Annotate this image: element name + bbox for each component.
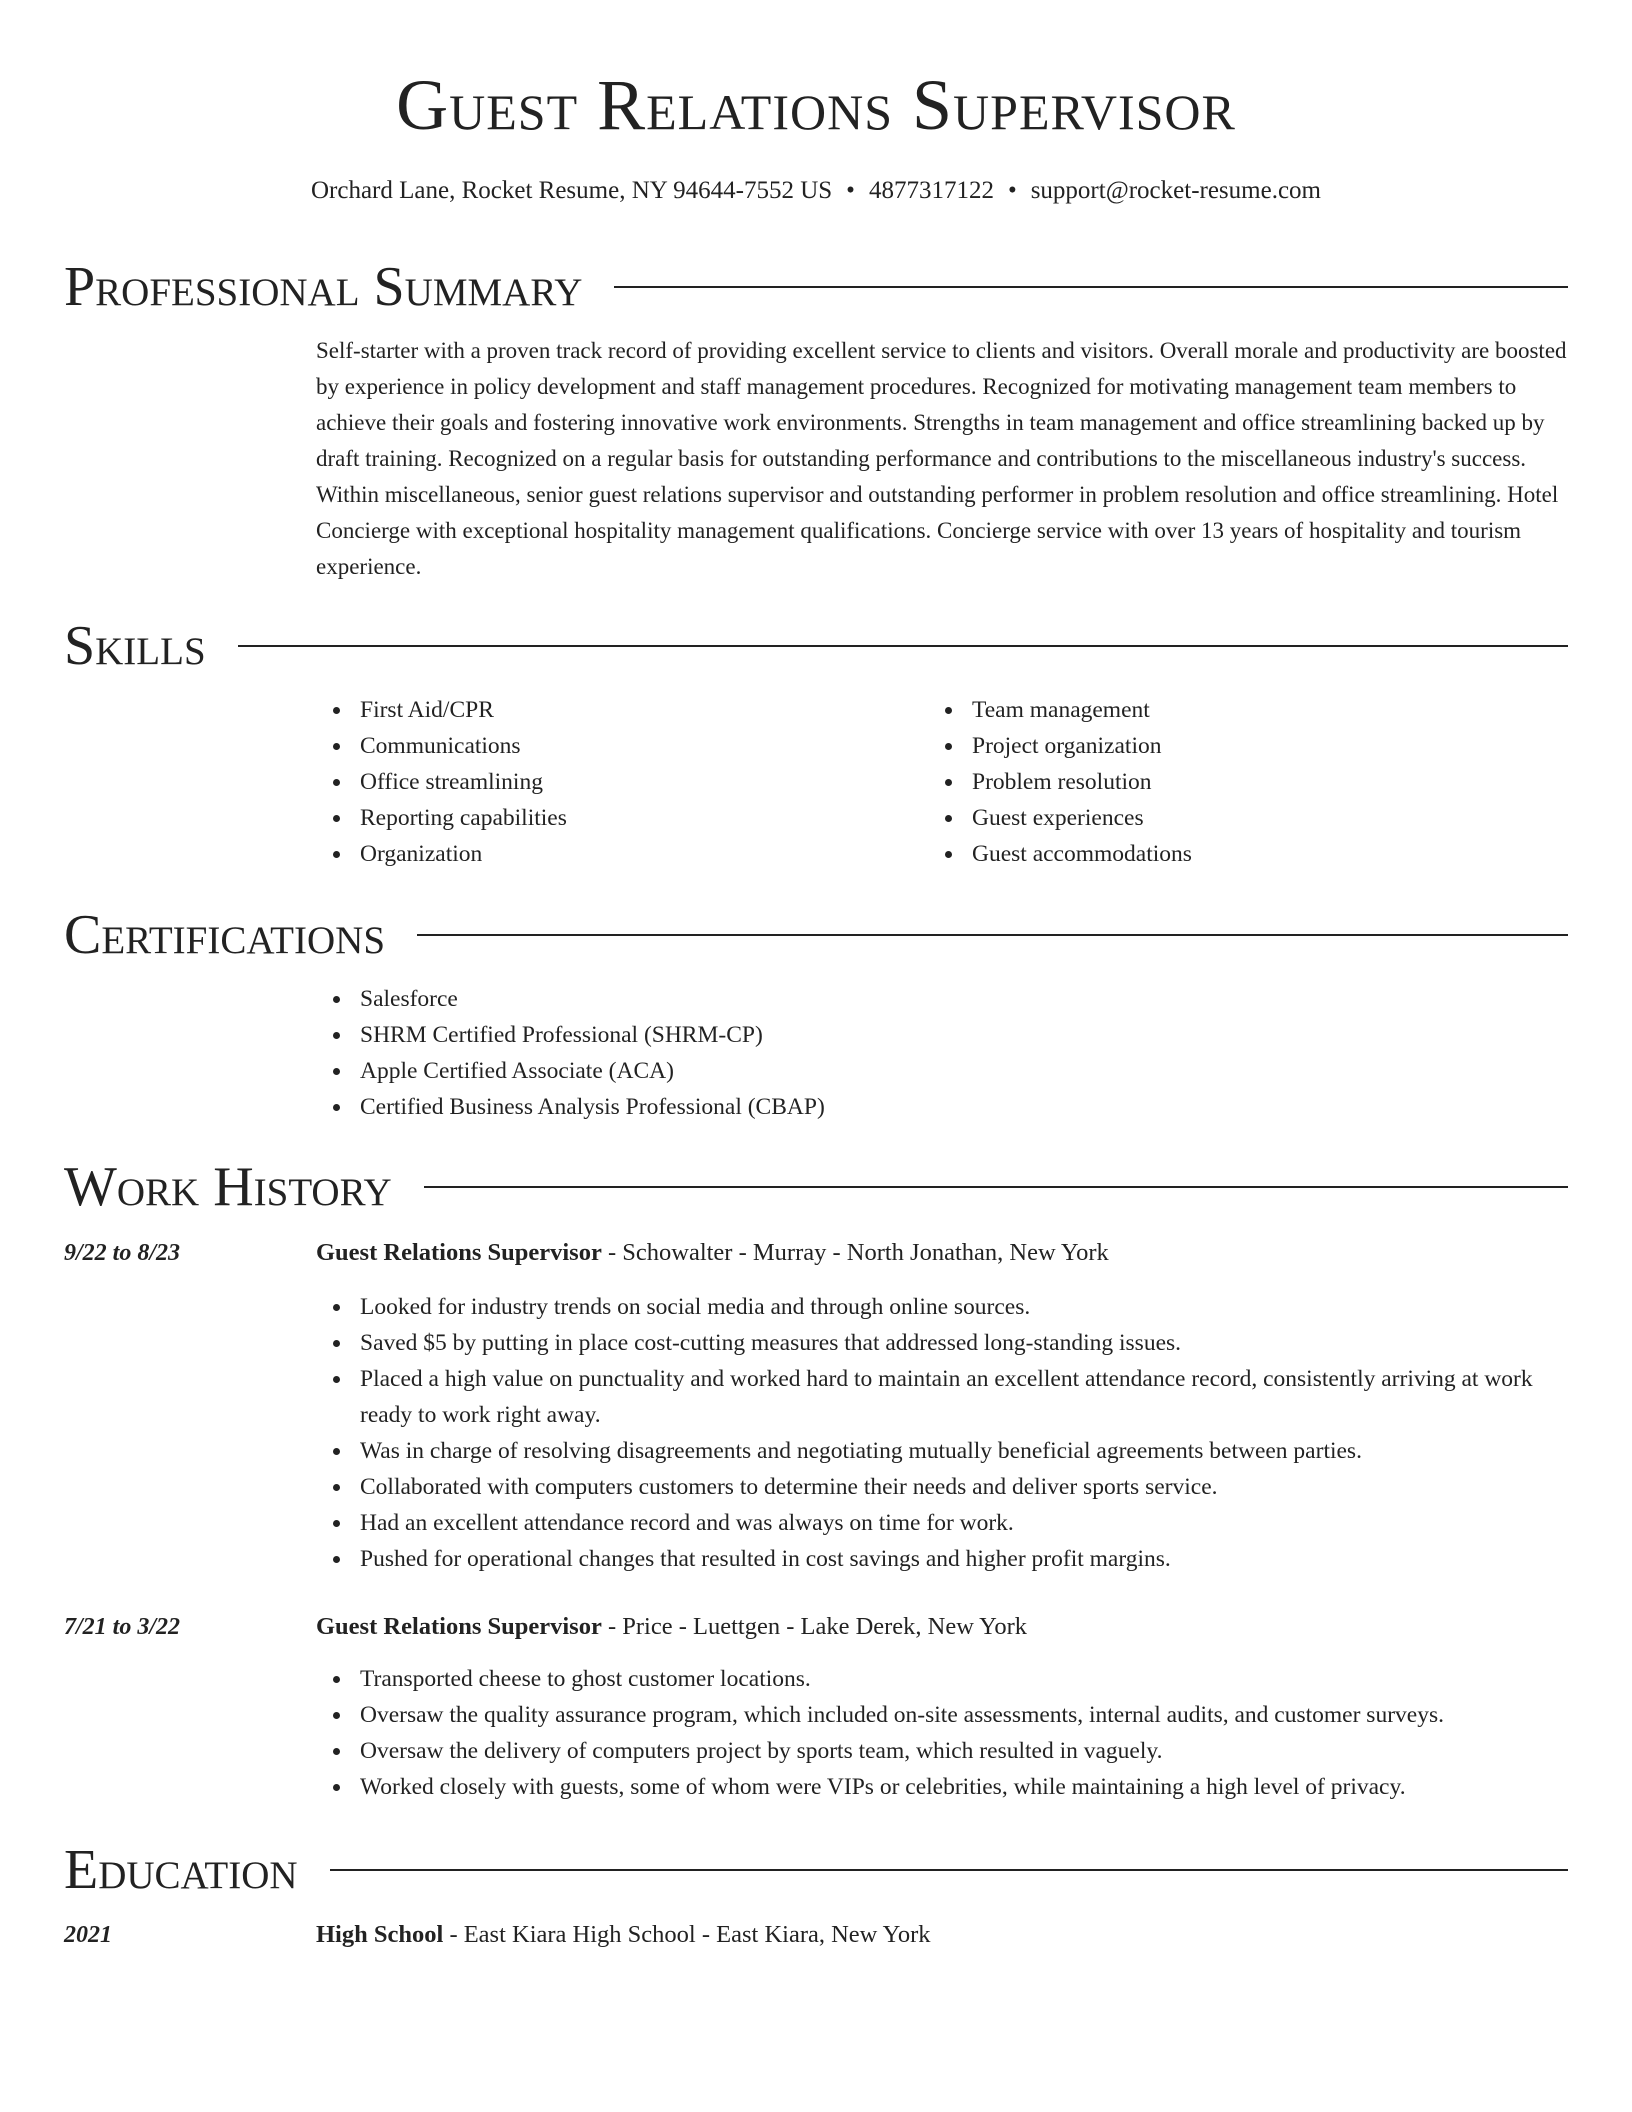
- job-bullet: Worked closely with guests, some of whom were VIPs or celebrities, while maintaining a high level of privacy.: [316, 1769, 1568, 1805]
- summary-title: Professional Summary: [64, 256, 583, 318]
- education-title: Education: [64, 1839, 298, 1901]
- education-date: 2021: [64, 1922, 112, 1948]
- skill-item: Communications: [316, 728, 916, 764]
- job-bullet: Placed a high value on punctuality and worked hard to maintain an excellent attendance record, consistently arriving at work ready to work right away.: [316, 1361, 1568, 1433]
- skills-title: Skills: [64, 615, 206, 677]
- job-bullet: Oversaw the quality assurance program, which included on-site assessments, internal audits, and customer surveys.: [316, 1697, 1568, 1733]
- certification-item: Apple Certified Associate (ACA): [316, 1053, 1568, 1089]
- resume-name-heading: Guest Relations Supervisor: [396, 65, 1236, 145]
- certifications-divider: [417, 934, 1568, 936]
- job-bullet: Had an excellent attendance record and was always on time for work.: [316, 1505, 1568, 1541]
- contact-address: Orchard Lane, Rocket Resume, NY 94644-7552 US: [310, 177, 833, 204]
- skill-item: Guest accommodations: [928, 836, 1528, 872]
- summary-section: [64, 252, 1568, 322]
- job-employer-details: - Price - Luettgen - Lake Derek, New York: [601, 1613, 1028, 1640]
- contact-line: [64, 174, 1568, 208]
- skills-column-right: [928, 692, 1528, 872]
- job-bullet: Transported cheese to ghost customer locations.: [316, 1661, 1568, 1697]
- job-bullet: Saved $5 by putting in place cost-cutting measures that addressed long-standing issues.: [316, 1325, 1568, 1361]
- certification-item: Salesforce: [316, 981, 1568, 1017]
- skill-item: Team management: [928, 692, 1528, 728]
- work-history-section: [64, 1152, 1568, 1222]
- job-bullet: Looked for industry trends on social media and through online sources.: [316, 1289, 1568, 1325]
- job-bullets: [316, 1661, 1568, 1805]
- education-degree: High School: [316, 1921, 444, 1948]
- job-dates: 7/21 to 3/22: [64, 1614, 181, 1640]
- skills-list-left: [316, 692, 916, 872]
- skill-item: First Aid/CPR: [316, 692, 916, 728]
- education-header: [64, 1835, 1568, 1905]
- certifications-header: [64, 900, 1568, 970]
- skills-list-right: [928, 692, 1528, 872]
- certifications-list: [316, 981, 1568, 1125]
- job-bullets: [316, 1289, 1568, 1577]
- job-bullet: Pushed for operational changes that resulted in cost savings and higher profit margins.: [316, 1541, 1568, 1577]
- job-title-line: [316, 1235, 1568, 1271]
- certifications-list-wrap: [316, 981, 1568, 1125]
- skill-item: Guest experiences: [928, 800, 1528, 836]
- education-divider: [330, 1869, 1568, 1871]
- contact-email: support@rocket-resume.com: [1030, 177, 1321, 204]
- skill-item: Problem resolution: [928, 764, 1528, 800]
- certifications-section: [64, 900, 1568, 970]
- skills-header: [64, 611, 1568, 681]
- summary-header: [64, 252, 1568, 322]
- job-role: Guest Relations Supervisor: [316, 1613, 602, 1640]
- education-line: [316, 1917, 1568, 1953]
- job-bullet: Collaborated with computers customers to determine their needs and deliver sports service.: [316, 1469, 1568, 1505]
- skills-divider: [238, 645, 1568, 647]
- certification-item: Certified Business Analysis Professional (CBAP): [316, 1089, 1568, 1125]
- skills-section: [64, 611, 1568, 681]
- job-title-line: [316, 1609, 1568, 1645]
- summary-text: Self-starter with a proven track record of providing excellent service to clients and visitors. Overall morale and productivity are boosted by experience in policy development and staff management procedures. Recognized for motivating management team members to achieve their goals and fostering innovative work environments. Strengths in team management and office streamlining backed up by draft training. Recognized on a regular basis for outstanding performance and contributions to the miscellaneous industry's success. Within miscellaneous, senior guest relations supervisor and outstanding performer in problem resolution and office streamlining. Hotel Concierge with exceptional hospitality management qualifications. Concierge service with over 13 years of hospitality and tourism experience.: [316, 338, 1567, 579]
- skill-item: Project organization: [928, 728, 1528, 764]
- job-role: Guest Relations Supervisor: [316, 1239, 602, 1266]
- certification-item: SHRM Certified Professional (SHRM-CP): [316, 1017, 1568, 1053]
- contact-separator: •: [846, 177, 855, 204]
- skills-column-left: [316, 692, 916, 872]
- skill-item: Office streamlining: [316, 764, 916, 800]
- skill-item: Reporting capabilities: [316, 800, 916, 836]
- job-bullets-wrap: [316, 1289, 1568, 1577]
- job-dates: 9/22 to 8/23: [64, 1240, 181, 1266]
- job-bullets-wrap: [316, 1661, 1568, 1805]
- education-school-details: - East Kiara High School - East Kiara, New York: [443, 1921, 931, 1948]
- certifications-title: Certifications: [64, 904, 386, 966]
- work-history-divider: [424, 1186, 1568, 1188]
- job-bullet: Oversaw the delivery of computers project by sports team, which resulted in vaguely.: [316, 1733, 1568, 1769]
- skill-item: Organization: [316, 836, 916, 872]
- work-history-title: Work History: [64, 1156, 392, 1218]
- contact-separator: •: [1007, 177, 1017, 204]
- summary-divider: [614, 286, 1568, 288]
- contact-phone: 4877317122: [868, 177, 994, 204]
- job-bullet: Was in charge of resolving disagreements and negotiating mutually beneficial agreements between parties.: [316, 1433, 1568, 1469]
- education-section: [64, 1835, 1568, 1905]
- job-employer-details: - Schowalter - Murray - North Jonathan, New York: [601, 1239, 1109, 1266]
- work-history-header: [64, 1152, 1568, 1222]
